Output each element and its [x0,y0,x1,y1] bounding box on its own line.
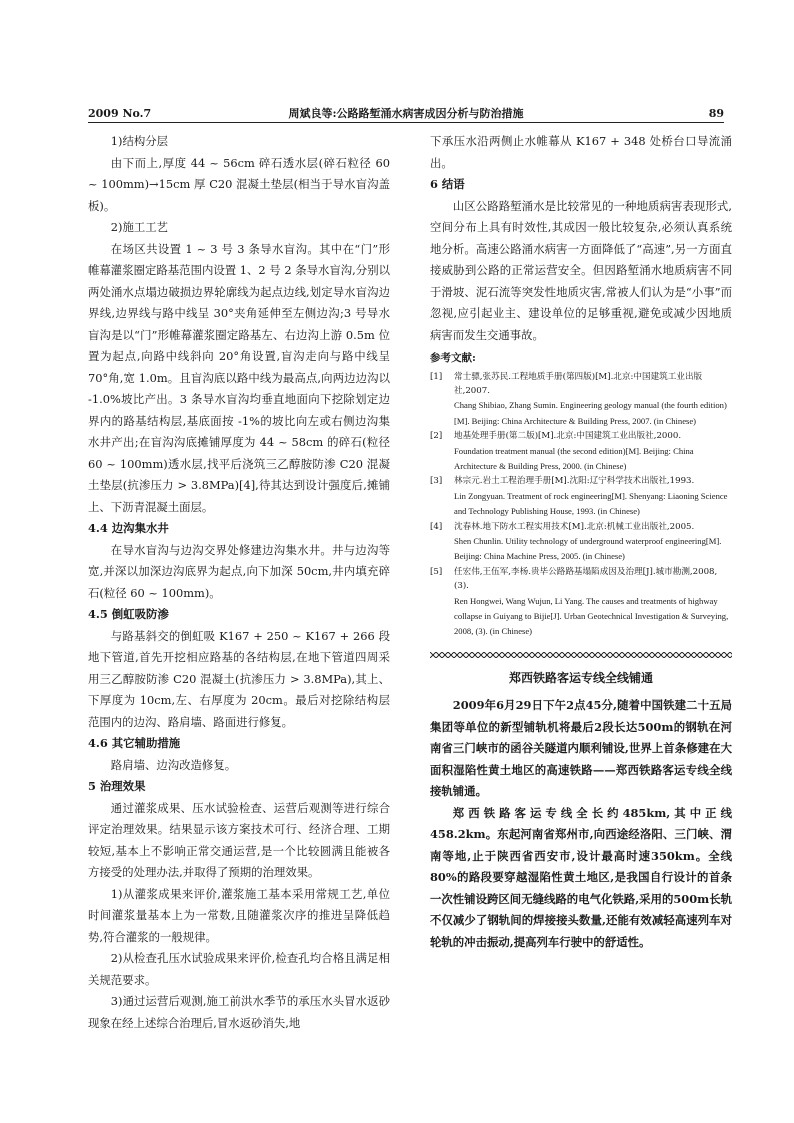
paragraph-continued: 下承压水沿两侧止水帷幕从 K167 + 348 处桥台口导流涌出。 [430,134,732,170]
reference-en: Foundation treatment manual (the second edition)[M]. Beijing: China Architecture & Building Press, 2000. (in Chinese) [454,445,694,471]
reference-item [430,474,732,519]
journal-issue: 2009 No.7 [88,107,152,120]
reference-cn: 沈春林.地下防水工程实用技术[M].北京:机械工业出版社,2005. [454,521,695,532]
paragraph-structure: 由下而上,厚度 44 ~ 56cm 碎石透水层(碎石粒径 60 ~ 100mm)→15cm 厚 C20 混凝土垫层(相当于导水盲沟盖板)。 [88,155,390,213]
section-6-heading: 6 结语 [430,177,465,191]
reference-cn: 林宗元.岩土工程治理手册[M].沈阳:辽宁科学技术出版社,1993. [454,476,695,487]
references-heading: 参考文献: [430,352,476,364]
paragraph-siphon: 与路基斜交的倒虹吸 K167 + 250 ~ K167 + 266 段地下管道,首先开挖相应路基的各结构层,在地下管道四周采用三乙醇胺防渗 C20 混凝土(抗渗压力 > 3.8MPa),其上、下厚度为 10cm,左、右厚度为 20cm。最后对挖除结构层范围内的边沟、路肩墙、路面进行修复。 [88,628,390,729]
reference-item [430,429,732,474]
paragraph-effect-2: 2)从检查孔压水试验成果来评价,检查孔均合格且满足相关规范要求。 [88,951,390,987]
paragraph-effect-1: 1)从灌浆成果来评价,灌浆施工基本采用常规工艺,单位时间灌浆量基本上为一常数,且随灌浆次序的推进呈降低趋势,符合灌浆的一般规律。 [88,886,390,944]
news-title: 郑西铁路客运专线全线铺通 [508,670,653,685]
paragraph-sump: 在导水盲沟与边沟交界处修建边沟集水井。井与边沟等宽,并深以加深边沟底界为起点,向下加深 50cm,井内填充碎石(粒径 60 ~ 100mm)。 [88,542,390,600]
reference-item [430,565,732,640]
reference-en: Ren Hongwei, Wang Wujun, Li Yang. The causes and treatments of highway collapse in Guiyang to Bijie[J]. Urban Geotechnical Investigation & Surveying, 2008, (3). (in Chinese) [454,595,729,637]
paragraph-effect-3: 3)通过运营后观测,施工前洪水季节的承压水头冒水返砂现象在经上述综合治理后,冒水返砂消失,地 [88,994,390,1030]
reference-item [430,370,732,430]
section-5-heading: 5 治理效果 [88,779,146,793]
subsection-construction: 2)施工工艺 [110,220,169,234]
reference-cn: 常士骠,张苏民.工程地质手册(第四版)[M].北京:中国建筑工业出版社,2007. [454,371,703,396]
paragraph-conclusion: 山区公路路堑涌水是比较常见的一种地质病害表现形式,空间分布上具有时效性,其成因一般比较复杂,必须认真系统地分析。高速公路涌水病害一方面降低了“高速”,另一方面直接威胁到公路的正常运营安全。但因路堑涌水地质病害不同于滑坡、泥石流等突发性地质灾害,常被人们认为是“小事”而忽视,应引起业主、建设单位的足够重视,避免或减少因地质病害而发生交通事故。 [430,198,732,342]
running-header [88,106,724,123]
reference-number: [1] [430,371,443,382]
paragraph-construction: 在场区共设置 1 ~ 3 号 3 条导水盲沟。其中在“门”形帷幕灌浆圈定路基范围内设置 1、2 号 2 条导水盲沟,分别以两处涌水点塌边破损边界轮廓线为起点边线,划定导水盲沟边界线,边界线与路中线呈 30°夹角延伸至左侧边沟;3 号导水盲沟是以“门”形帷幕灌浆圈定路基左、右边沟上游 0.5m 位置为起点,向路中线斜向 20°角设置,盲沟走向与路中线呈 70°角,宽 1.0m。且盲沟底以路中线为最高点,向两边边沟以 -1.0%坡比产出。3 条导水盲沟均垂直地面向下挖除划定边界内的路基结构层,基底面按 -1%的坡比向左或右侧边沟集水井产出;在盲沟沟底摊铺厚度为 44 ~ 58cm 的碎石(粒径 60 ~ 100mm)透水层,找平后浇筑三乙醇胺防渗 C20 混凝土垫层(抗渗压力 > 3.8MPa)[4],待其达到设计强度后,摊铺上、下沥青混凝土面层。 [88,241,390,514]
reference-number: [4] [430,521,443,532]
reference-list [430,370,732,640]
news-paragraph-2: 郑西铁路客运专线全长约485km,其中正线458.2km。东起河南省郑州市,向西途经洛阳、三门峡、渭南等地,止于陕西省西安市,设计最高时速350km。全线80%的路段要穿越湿陷性黄土地区,是我国自行设计的首条一次性铺设跨区间无缝线路的电气化铁路,采用的500m长轨不仅减少了钢轨间的焊接接头数量,还能有效减轻高速列车对轮轨的冲击振动,提高列车行驶中的舒适性。 [430,805,732,949]
reference-en: Chang Shibiao, Zhang Sumin. Engineering geology manual (the fourth edition)[M]. Beijing: China Architecture & Building Press, 2007. (in Chinese) [454,400,727,426]
running-title: 周斌良等:公路路堑涌水病害成因分析与防治措施 [288,107,524,120]
section-4-4-heading: 4.4 边沟集水井 [88,521,169,535]
news-paragraph-1: 2009年6月29日下午2点45分,随着中国铁建二十五局集团等单位的新型铺轨机将最后2段长达500m的钢轨在河南省三门峡市的函谷关隧道内顺利铺设,世界上首条修建在大面积湿陷性黄土地区的高速铁路——郑西铁路客运专线全线接轨铺通。 [430,698,732,799]
left-column [88,131,390,1034]
reference-cn: 地基处理手册(第二版)[M].北京:中国建筑工业出版社,2000. [454,431,682,442]
news-box [430,668,732,954]
reference-number: [5] [430,566,443,577]
wavy-divider [430,652,732,658]
paragraph-effect: 通过灌浆成果、压水试验检查、运营后观测等进行综合评定治理效果。结果显示该方案技术可行、经济合理、工期较短,基本上不影响正常交通运营,是一个比较圆满且能被各方接受的处理办法,并取得了预期的治理效果。 [88,800,390,879]
page-number: 89 [708,107,724,120]
section-4-6-heading: 4.6 其它辅助措施 [88,736,181,750]
reference-number: [3] [430,476,443,487]
reference-en: Shen Chunlin. Utility technology of underground waterproof engineering[M]. Beijing: China Machine Press, 2005. (in Chinese) [454,535,722,562]
reference-en: Lin Zongyuan. Treatment of rock engineering[M]. Shenyang: Liaoning Science and Technology Publishing House, 1993. (in Chinese) [454,490,728,517]
reference-item [430,520,732,565]
section-4-5-heading: 4.5 倒虹吸防渗 [88,607,169,621]
reference-cn: 任宏伟,王伍军,李杨.贵毕公路路基塌陷成因及治理[J].城市勘测,2008,(3). [454,566,718,592]
subsection-structure: 1)结构分层 [110,134,169,148]
right-column [430,131,732,953]
paragraph-auxiliary: 路肩墙、边沟改造修复。 [110,757,237,772]
reference-number: [2] [430,431,443,442]
